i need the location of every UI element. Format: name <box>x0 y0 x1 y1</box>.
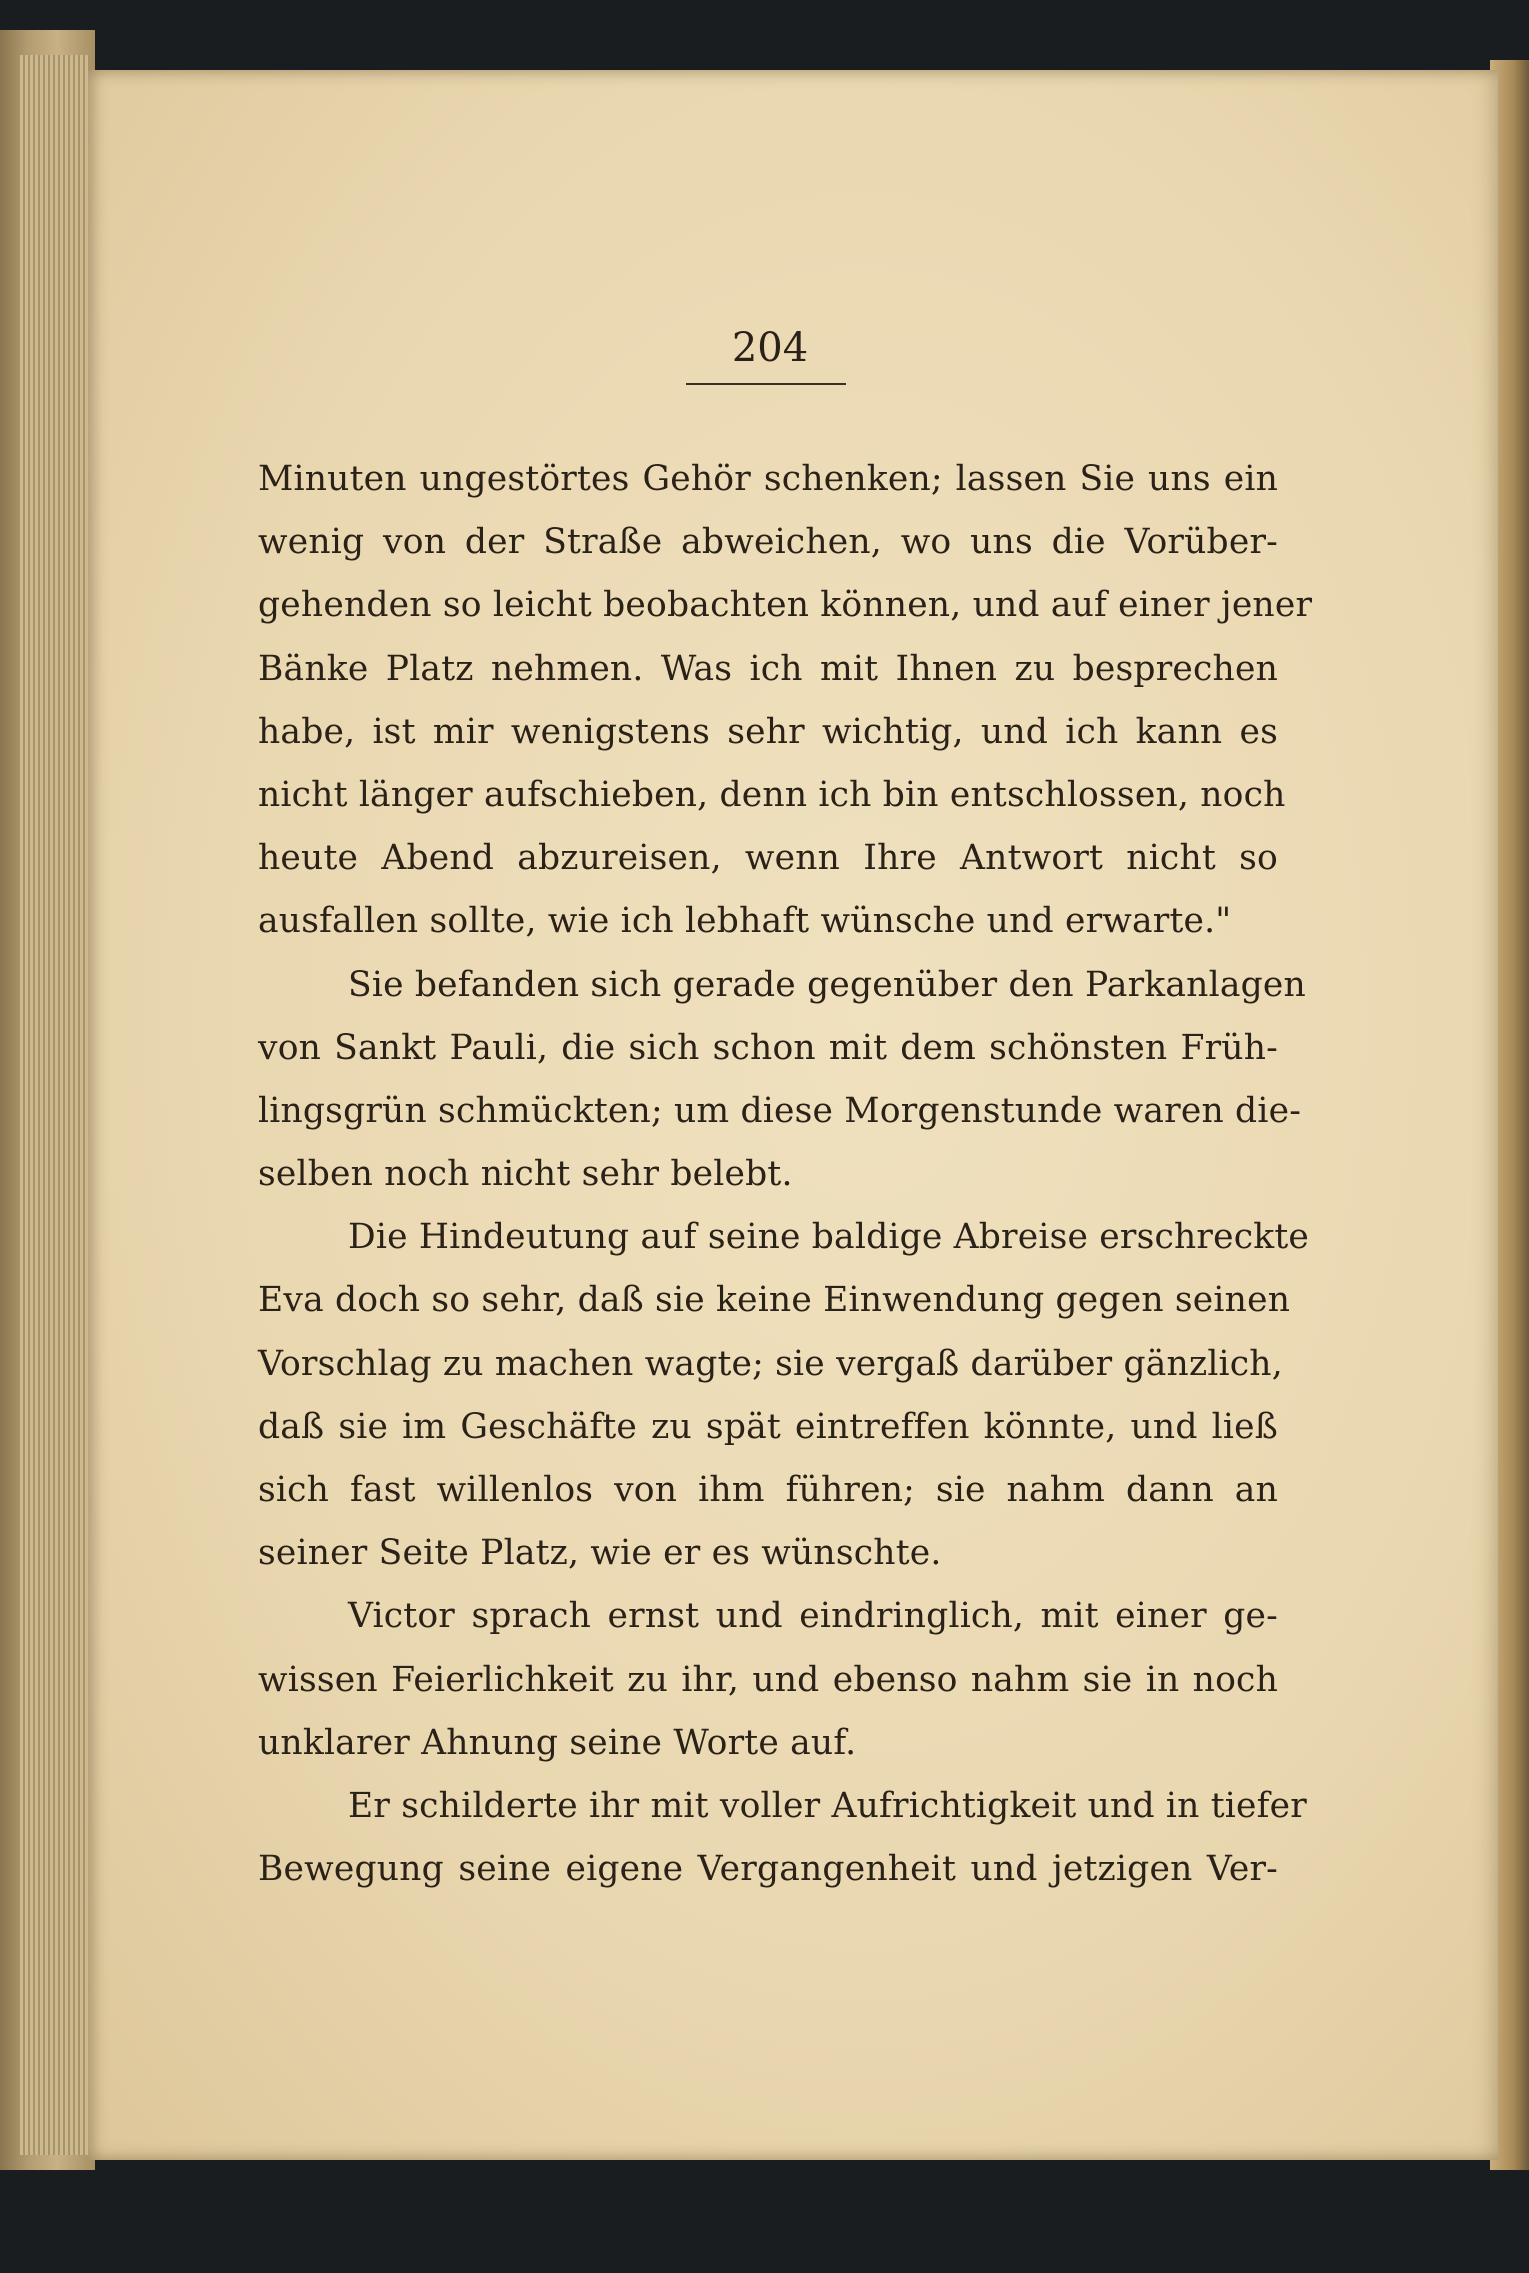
text-line: von Sankt Pauli, die sich schon mit dem schönsten Früh- <box>258 1027 1278 1068</box>
text-line: daß sie im Geschäfte zu spät eintreffen könnte, und ließ <box>258 1406 1278 1447</box>
text-line: Bänke Platz nehmen. Was ich mit Ihnen zu besprechen <box>258 648 1278 689</box>
text-line: nicht länger aufschieben, denn ich bin entschlossen, noch <box>258 774 1286 815</box>
text-line: habe, ist mir wenigstens sehr wichtig, und ich kann es <box>258 711 1278 752</box>
text-line: unklarer Ahnung seine Worte auf. <box>258 1722 857 1763</box>
text-line: lingsgrün schmückten; um diese Morgenstunde waren die- <box>258 1090 1302 1131</box>
text-line: wenig von der Straße abweichen, wo uns die Vorüber- <box>258 522 1278 563</box>
text-line: Die Hindeutung auf seine baldige Abreise erschreckte <box>348 1217 1310 1258</box>
text-line: sich fast willenlos von ihm führen; sie nahm dann an <box>258 1470 1278 1510</box>
text-line: Victor sprach ernst und eindringlich, mit einer ge- <box>348 1596 1278 1637</box>
text-line: ausfallen sollte, wie ich lebhaft wünsche und erwarte." <box>258 901 1232 942</box>
text-line: seiner Seite Platz, wie er es wünschte. <box>258 1533 942 1574</box>
text-line: selben noch nicht sehr belebt. <box>258 1154 793 1195</box>
text-line: wissen Feierlichkeit zu ihr, und ebenso nahm sie in noch <box>258 1659 1278 1700</box>
header-rule <box>686 383 846 385</box>
text-line: Sie befanden sich gerade gegenüber den Parkanlagen <box>348 964 1306 1005</box>
text-line: Minuten ungestörtes Gehör schenken; lassen Sie uns ein <box>258 459 1278 499</box>
body-text <box>258 448 1313 1901</box>
text-line: heute Abend abzureisen, wenn Ihre Antwort nicht so <box>258 838 1278 879</box>
text-line: gehenden so leicht beobachten können, und auf einer jener <box>258 585 1313 626</box>
text-line: Vorschlag zu machen wagte; sie vergaß darüber gänzlich, <box>258 1343 1283 1384</box>
text-line: Eva doch so sehr, daß sie keine Einwendung gegen seinen <box>258 1280 1291 1321</box>
text-line: Bewegung seine eigene Vergangenheit und jetzigen Ver- <box>258 1849 1278 1890</box>
text-line: Er schilderte ihr mit voller Aufrichtigkeit und in tiefer <box>348 1785 1307 1826</box>
page-number: 204 <box>731 325 809 371</box>
page-edges <box>20 55 90 2155</box>
